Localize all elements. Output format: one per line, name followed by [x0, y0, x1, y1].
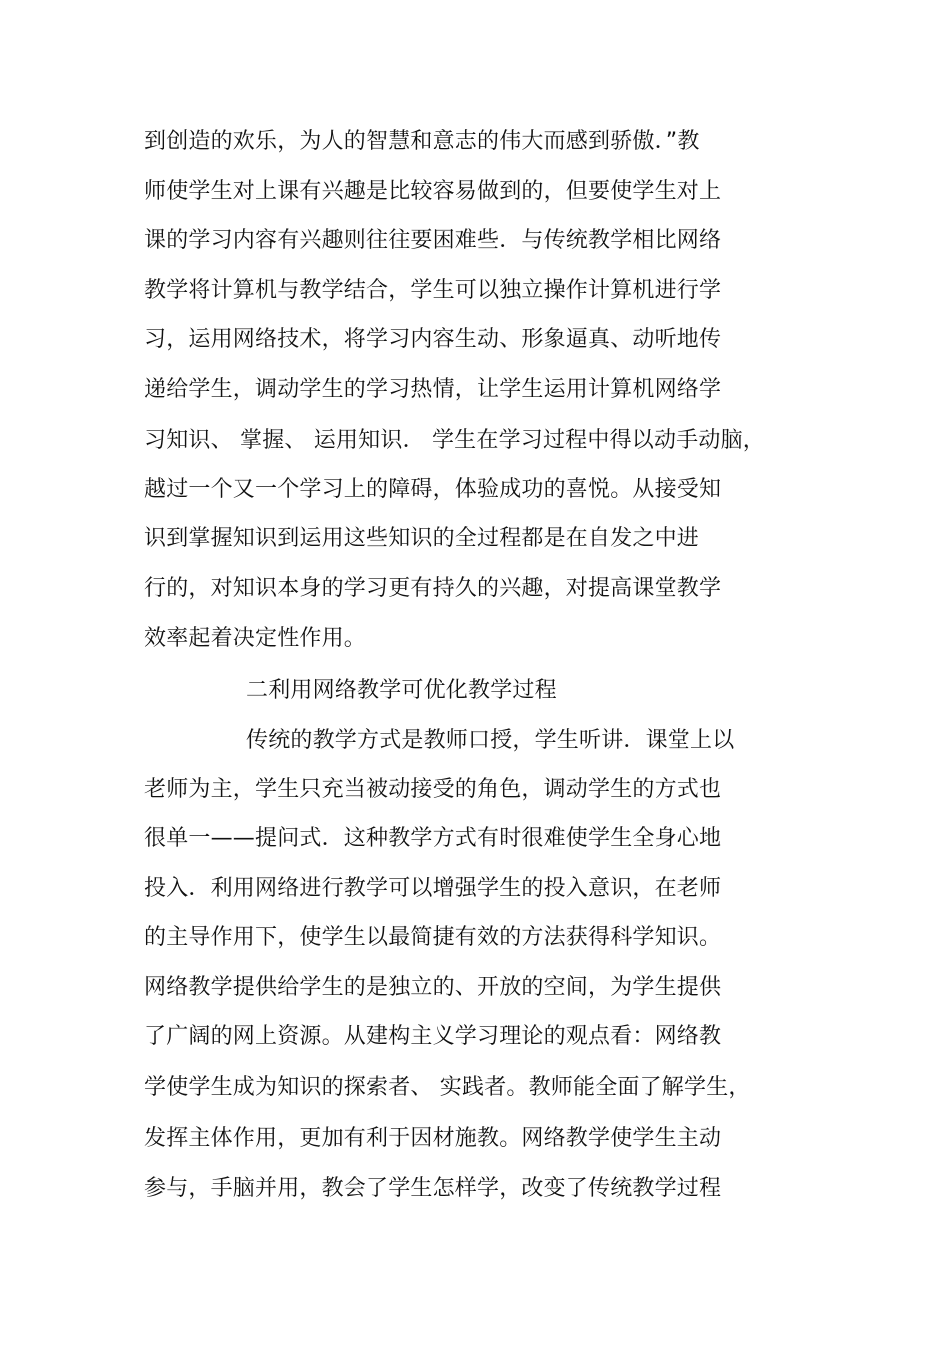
- text-line: 教学将计算机与教学结合，学生可以独立操作计算机进行学: [144, 278, 722, 303]
- text-line: 了广阔的网上资源。从建构主义学习理论的观点看：网络教: [144, 1024, 722, 1049]
- text-line: 投入．利用网络进行教学可以增强学生的投入意识，在老师: [144, 876, 722, 901]
- text-line: 师使学生对上课有兴趣是比较容易做到的，但要使学生对上: [144, 179, 722, 204]
- text-line: 发挥主体作用，更加有利于因材施教。网络教学使学生主动: [144, 1126, 722, 1151]
- text-line: 课的学习内容有兴趣则往往要困难些．与传统教学相比网络: [144, 228, 722, 253]
- text-line: 行的，对知识本身的学习更有持久的兴趣，对提高课堂教学: [144, 576, 722, 601]
- text-line: 习知识、 掌握、 运用知识． 学生在学习过程中得以动手动脑，: [144, 428, 765, 453]
- text-line: 老师为主，学生只充当被动接受的角色，调动学生的方式也: [144, 777, 722, 802]
- text-line: 习，运用网络技术，将学习内容生动、形象逼真、动听地传: [144, 327, 722, 352]
- text-line: 到创造的欢乐，为人的智慧和意志的伟大而感到骄傲．”教: [144, 129, 700, 154]
- text-line: 递给学生，调动学生的学习热情，让学生运用计算机网络学: [144, 377, 722, 402]
- text-line: 学使学生成为知识的探索者、 实践者。教师能全面了解学生，: [144, 1075, 751, 1100]
- text-line: 网络教学提供给学生的是独立的、开放的空间，为学生提供: [144, 975, 722, 1000]
- text-line: 越过一个又一个学习上的障碍，体验成功的喜悦。从接受知: [144, 477, 722, 502]
- text-line: 的主导作用下，使学生以最简捷有效的方法获得科学知识。: [144, 925, 722, 950]
- text-line: 参与，手脑并用，教会了学生怎样学，改变了传统教学过程: [144, 1176, 722, 1201]
- text-line: 传统的教学方式是教师口授，学生听讲．课堂上以: [246, 728, 735, 753]
- section-heading: 二利用网络教学可优化教学过程: [246, 678, 557, 703]
- text-line: 效率起着决定性作用。: [144, 626, 367, 651]
- text-line: 很单一——提问式．这种教学方式有时很难使学生全身心地: [144, 826, 722, 851]
- text-line: 识到掌握知识到运用这些知识的全过程都是在自发之中进: [144, 526, 700, 551]
